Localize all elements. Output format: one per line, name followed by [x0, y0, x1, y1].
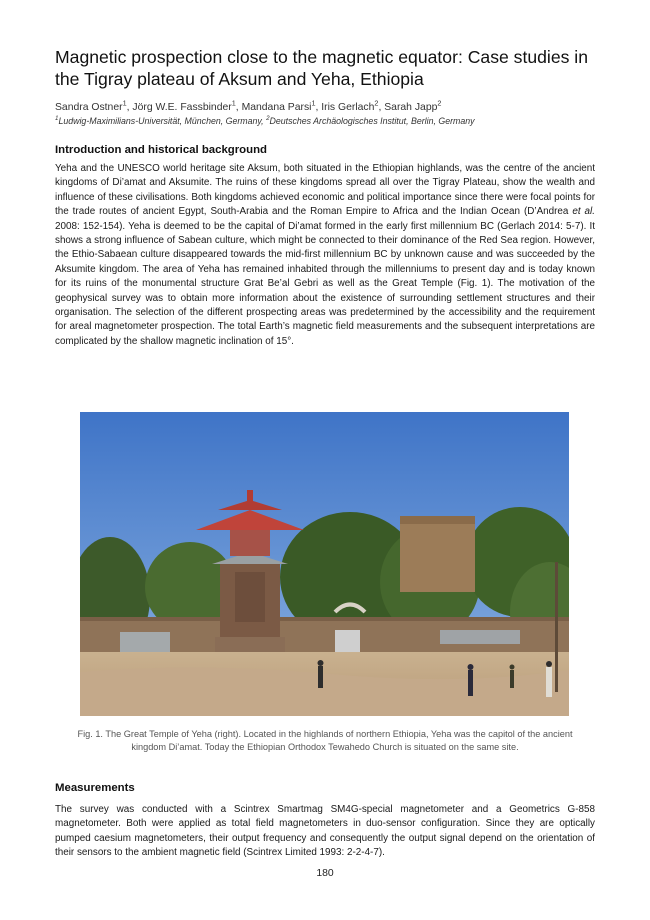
author-name: Jörg W.E. Fassbinder: [132, 102, 232, 113]
author-affil-mark: 2: [437, 98, 442, 108]
author-name: Mandana Parsi: [241, 102, 312, 113]
author-affil-mark: 1: [231, 98, 236, 108]
measurements-heading-wrap: [55, 781, 595, 795]
author-affil-mark: 1: [311, 98, 316, 108]
paper-title: Magnetic prospection close to the magnetic equator: Case studies in the Tigray plateau of Aksum and Yeha, Ethiopia: [55, 47, 589, 89]
measurements-paragraph: The survey was conducted with a Scintrex Smartmag SM4G-special magnetometer and a Geometrics G-858 magnetometer. Both were applied as total field magnetometers in duo-sensor configuration. Since they are optically pumped caesium magnetometers, their output frequency and consequently the output signal depend on the orientation of their sensors to the ambient magnetic field (Scintrex Limited 1993: 2-2-4-7).: [55, 804, 595, 859]
section-heading-introduction: Introduction and historical background: [55, 144, 268, 156]
author-name: Sarah Japp: [384, 102, 438, 113]
page-number: 180: [316, 868, 334, 879]
temple-photo-illustration: [80, 412, 569, 716]
affil-mark: 2: [266, 115, 270, 123]
author-name: Sandra Ostner: [55, 102, 123, 113]
author-affil-mark: 2: [374, 98, 379, 108]
author-affil-mark: 1: [122, 98, 127, 108]
intro-text: 2008: 152-154). Yeha is deemed to be the capital of Di’amat formed in the early first millennium BC (Gerlach 2014: 5-7). It shows a strong influence of Sabean culture, which might be connected to their dominance of the Red Sea region. However, the Ethio-Sabaean culture disappeared towards the mid-first millennium BC by unknown cause and was succeeded by the Aksumite kingdom. The area of Yeha has remained inhabited through the millenniums to present day and is today known for its ruins of the monumental structure Grat Be’al Gebri as well as the Great Temple (Fig. 1). The motivation of the geophysical survey was to obtain more information about the existence of surrounding settlement structures and their organisation. The selection of the different prospecting areas was predetermined by the accessibility and the requirement for areal magnetometer prospection. The total Earth’s magnetic field measurements and the subsequent interpretations are complicated by the shallow magnetic inclination of 15°.: [55, 220, 595, 347]
affil-mark: 1: [55, 115, 59, 123]
figure-photo-great-temple: [80, 412, 569, 716]
affiliation-list: [55, 115, 595, 127]
affiliation-text: Ludwig-Maximilians-Universität, München, Germany,: [58, 116, 267, 126]
section-heading-measurements: Measurements: [55, 782, 135, 794]
author-list: Sandra Ostner$^1$, Jörg W.E. Fassbinder$^1$, Mandana Parsi$^1$, Iris Gerlach$^2$, Sarah Japp$^2$: [55, 98, 442, 113]
measurements-section: [55, 803, 595, 861]
intro-text: Yeha and the UNESCO world heritage site Aksum, both situated in the Ethiopian highlands, was the centre of the ancient kingdoms of Di’amat and Aksumite. The ruins of these kingdoms spread all over the Tigray Plateau, show the wealth and influence of these civilisations. Both kingdoms achieved economic and political importance since there were focal points for the trade routes of ancient Egypt, South-Arabia and the Roman Empire to Africa and the Indian Ocean (D’Andrea: [55, 163, 595, 218]
figure-caption: Fig. 1. The Great Temple of Yeha (right). Located in the highlands of northern Ethiopia, Yeha was the capitol of the ancient kingdom Di’amat. Today the Ethiopian Orthodox Tewahedo Church is situated on the same site.: [77, 729, 573, 752]
article-header: [55, 46, 595, 349]
affiliation-text: Deutsches Archäologisches Institut, Berlin, Germany: [269, 116, 475, 126]
introduction-paragraph: [55, 162, 595, 349]
author-name: Iris Gerlach: [321, 102, 375, 113]
intro-italic: et al.: [572, 206, 595, 218]
